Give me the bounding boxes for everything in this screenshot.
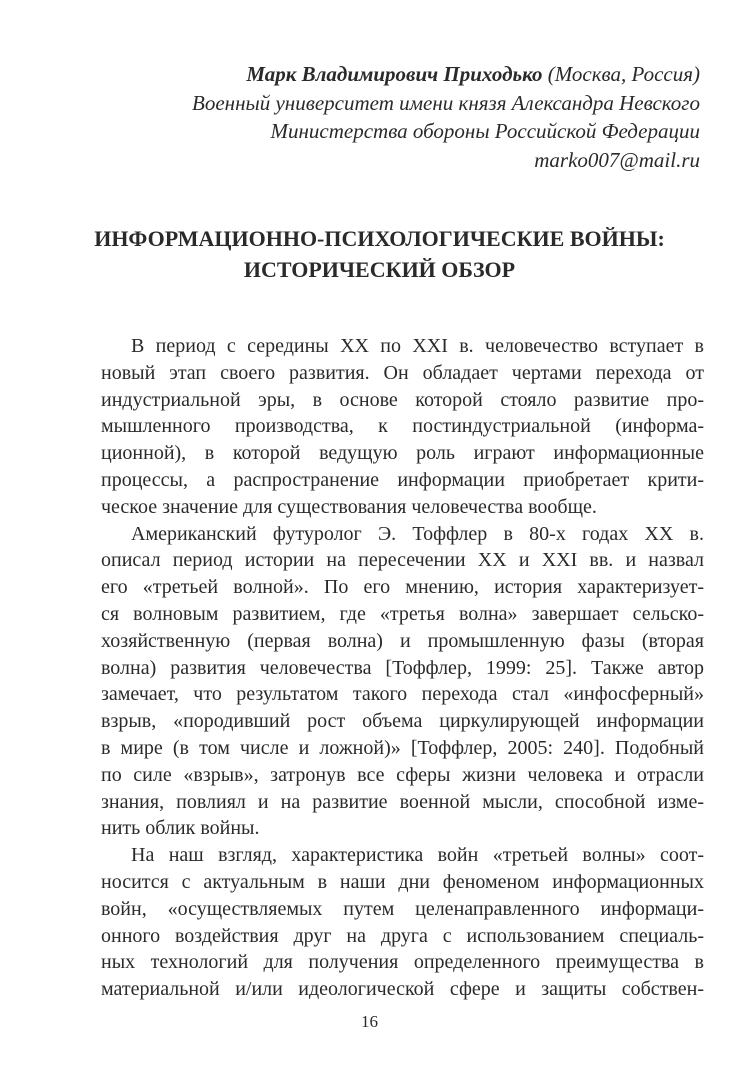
body-text-line: описал период истории на пересечении XX и XXI вв. и назвал (101, 549, 704, 572)
body-text-line: по силе «взрыв», затронув все сферы жизни человека и отрасли (101, 763, 704, 786)
body-text-line: его «третьей волной». По его мнению, история характеризует- (101, 576, 704, 599)
affiliation-line-1: Военный университет имени князя Александра Невского (192, 90, 700, 115)
author-block (192, 60, 700, 174)
body-text-line: Американский футуролог Э. Тоффлер в 80-х годах XX в. (131, 522, 704, 545)
page-number: 16 (361, 1012, 378, 1031)
body-text-line: материальной и/или идеологической сфере и защиты собствен- (101, 978, 704, 1001)
affiliation-line-2: Министерства обороны Российской Федерации (270, 119, 700, 143)
body-text-line: замечает, что результатом такого перехода стал «инфосферный» (101, 683, 704, 706)
body-text-line: взрыв, «породивший рост объема циркулирующей информации (101, 710, 704, 733)
author-location: (Москва, Россия) (547, 62, 700, 86)
body-text-line: нить облик войны. (101, 817, 260, 840)
body-text-line: ческое значение для существования человечества вообще. (101, 495, 597, 518)
body-text-line: ционной), в которой ведущую роль играют информационные (101, 442, 704, 465)
body-text-line: мышленного производства, к постиндустриальной (информа- (101, 415, 704, 438)
body-text-line: В период с середины XX по XXI в. человечество вступает в (131, 335, 704, 357)
body-text-line: На наш взгляд, характеристика войн «третьей волны» соот- (131, 844, 704, 867)
body-text-line: процессы, а распространение информации приобретает крити- (101, 468, 704, 491)
body-text-line: в мире (в том числе и ложной)» [Тоффлер, 2005: 240]. Подобный (101, 736, 704, 759)
author-line (192, 60, 700, 89)
body-text-line: войн, «осуществляемых путем целенаправленного информаци- (101, 897, 704, 920)
body-text-line: волна) развития человечества [Тоффлер, 1999: 25]. Также автор (101, 656, 704, 679)
body-text-line: знания, повлиял и на развитие военной мысли, способной изме- (101, 790, 704, 813)
author-email: marko007@mail.ru (534, 147, 700, 172)
body-text-line: новый этап своего развития. Он обладает чертами перехода от (101, 361, 704, 384)
body-text-line: ся волновым развитием, где «третья волна» завершает сельско- (101, 602, 704, 625)
article-title (60, 223, 699, 285)
title-line-1: ИНФОРМАЦИОННО-ПСИХОЛОГИЧЕСКИЕ ВОЙНЫ: (94, 226, 665, 251)
body-text-line: носится с актуальным в наши дни феноменом информационных (101, 870, 704, 893)
body-text-line: ных технологий для получения определенного преимущества в (101, 951, 704, 974)
article-body (101, 333, 704, 1003)
body-text-line: хозяйственную (первая волна) и промышленную фазы (вторая (101, 629, 704, 652)
body-text-line: индустриальной эры, в основе которой стояло развитие про- (101, 388, 704, 411)
author-name: Марк Владимирович Приходько (246, 62, 543, 86)
body-text-line: онного воздействия друг на друга с использованием специаль- (101, 924, 704, 947)
title-line-2: ИСТОРИЧЕСКИЙ ОБЗОР (243, 257, 516, 282)
